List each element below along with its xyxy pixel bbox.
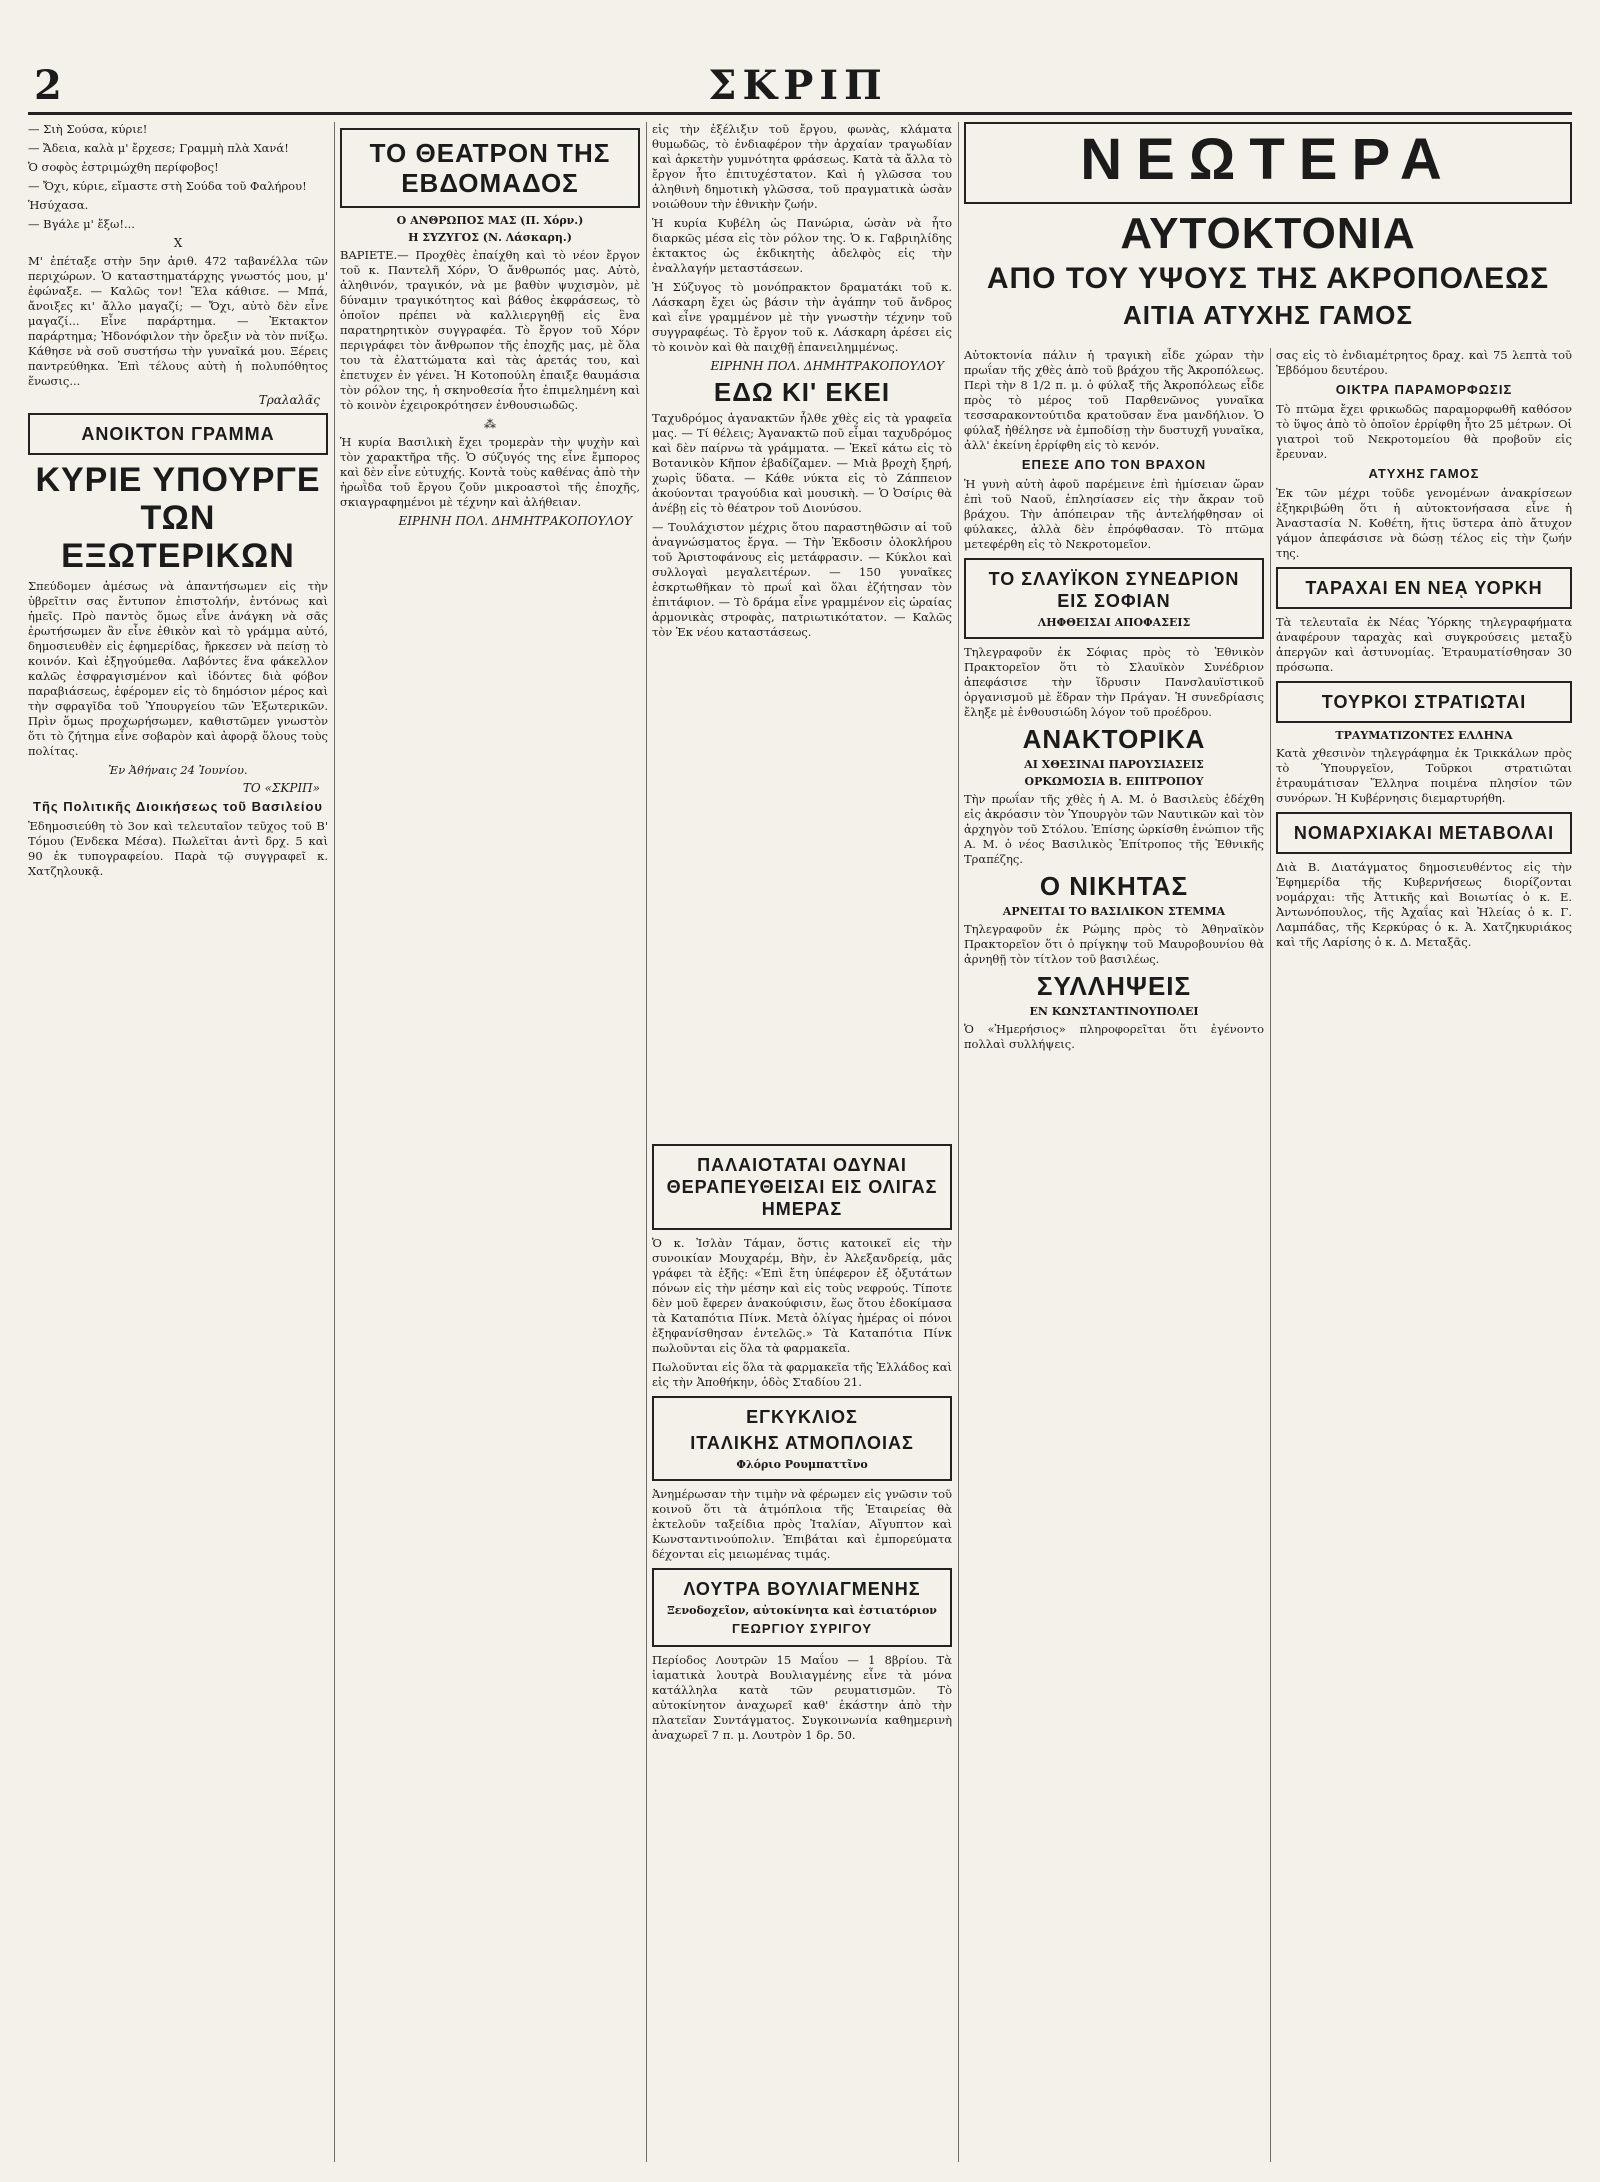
owner-name: ΓΕΩΡΓΙΟΥ ΣΥΡΙΓΟΥ xyxy=(731,1621,873,1636)
headline-main: ΑΥΤΟΚΤΟΝΙΑ xyxy=(1120,209,1416,258)
article-body: Ἡ γυνὴ αὐτὴ ἀφοῦ παρέμεινε ἐπὶ ἡμίσειαν ὥραν ἐπὶ τοῦ Ναοῦ, ἐπλησίασεν εἰς τὴν ἄκραν τοῦ βράχου. Τὴν ἀπόπειραν τῆς ἀντελήφθησαν οἱ φύλακες, ἀλλὰ δὲν ἐπρόφθασαν. Τὸ πτῶμα μετεφέρθη εἰς τὸ Νεκροτομεῖον. xyxy=(964,477,1264,551)
place-date: Ἐν Ἀθήναις 24 Ἰουνίου. xyxy=(108,763,248,777)
slavic-congress-box xyxy=(964,558,1264,639)
column-5 xyxy=(1276,348,1572,2162)
article-headline: ΕΔΩ ΚΙ' ΕΚΕΙ xyxy=(713,377,891,407)
article-body: Ἀνημέρωσαν τὴν τιμὴν νὰ φέρωμεν εἰς γνῶσιν τοῦ κοινοῦ ὅτι τὰ ἀτμόπλοια τῆς Ἐταιρείας θὰ ἐκτελοῦν ταξείδια πρὸς Ἰταλίαν, Αἴγυπτον καὶ Κωνσταντινούπολιν. Ἐπιβάται καὶ ἐμπορεύματα δέχονται εἰς μειωμένας τιμάς. xyxy=(652,1487,952,1561)
dialogue-line: Ὁ σοφὸς ἐστριμώχθη περίφοβος! xyxy=(28,160,219,174)
ad-body: Περίοδος Λουτρῶν 15 Μαΐου — 1 8βρίου. Τὰ ἰαματικὰ λουτρὰ Βουλιαγμένης εἶνε τὰ μόνα κατάλληλα κατὰ τῶν ρευματισμῶν. Τὸ αὐτοκίνητον ἀναχωρεῖ καθ' ἑκάστην ἀπὸ τὴν πλατεῖαν Συντάγματος. Συγκοινωνία καθημερινὴ ἀναχωρεῖ 7 π. μ. Λουτρὸν 1 δρ. 50. xyxy=(652,1653,952,1742)
box-subhead: ΤΡΑΥΜΑΤΙΖΟΝΤΕΣ ΕΛΛΗΝΑ xyxy=(1335,729,1513,742)
article-body: Τηλεγραφοῦν ἐκ Σόφιας πρὸς τὸ Ἐθνικὸν Πρακτορεῖον ὅτι τὸ Σλαυϊκὸν Συνέδριον ἀπεφάσισε τὴν ἵδρυσιν Πανσλαυϊστικοῦ ὀργανισμοῦ μὲ ἕδραν τὴν Πράγαν. Ἡ συνεδρίασις ἔληξε μὲ ἐνθουσιώδη λόγον τοῦ προέδρου. xyxy=(964,645,1264,719)
theater-headline-box xyxy=(340,128,640,208)
newspaper-title: ΣΚΡΙΠ xyxy=(708,62,888,109)
subhead: Ο ΑΝΘΡΩΠΟΣ ΜΑΣ (Π. Χόρν.) xyxy=(396,214,584,227)
closing-signature: ΤΟ «ΣΚΡΙΠ» xyxy=(242,781,320,795)
subhead: ΑΤΥΧΗΣ ΓΑΜΟΣ xyxy=(1368,466,1480,481)
dialogue-line: — Βγάλε μ' ἔξω!... xyxy=(28,217,135,231)
article-body: Κατὰ χθεσινὸν τηλεγράφημα ἐκ Τρικκάλων πρὸς τὸ Ὑπουργεῖον, Τοῦρκοι στρατιῶται ἐτραυμάτισαν Ἕλληνα ποιμένα πλησίον τῶν συνόρων. Ἡ Κυβέρνησις διεμαρτυρήθη. xyxy=(1276,746,1572,805)
section-mark: Χ xyxy=(173,236,183,250)
article-headline: ΤΟ ΘΕΑΤΡΟΝ ΤΗΣ ΕΒΔΟΜΑΔΟΣ xyxy=(369,138,611,198)
section-mark: ⁂ xyxy=(484,417,496,431)
prefecture-changes-box xyxy=(1276,812,1572,854)
headline-sub: ΑΠΟ ΤΟΥ ΥΨΟΥΣ ΤΗΣ ΑΚΡΟΠΟΛΕΩΣ xyxy=(986,262,1550,295)
article-body: Ταχυδρόμος ἀγανακτῶν ἦλθε χθὲς εἰς τὰ γραφεῖα μας. — Τί θέλεις; Ἀγανακτῶ ποῦ εἶμαι ταχυδρόμος καὶ δὲν παίρνω τὰ γράμματα. — Ἐκεῖ κάτω εἰς τὸ Βοτανικὸν Κῆπον ἐβαδίζαμεν. — Μιὰ βροχὴ ξηρή, χωρὶς ὕδατα. — Κάθε νύκτα εἰς τὸ Ζάππειον ἀκούονται τραγούδια καὶ μουσικὴ. — Ὁ Ὀσίρις θὰ ἀνέβῃ εἰς τὸ θέατρον τοῦ Διονύσου. xyxy=(652,411,952,515)
notice-title: Τῆς Πολιτικῆς Διοικήσεως τοῦ Βασιλείου xyxy=(33,799,323,814)
box-subhead: ΕΝ ΚΩΝΣΤΑΝΤΙΝΟΥΠΟΛΕΙ xyxy=(1029,1005,1199,1018)
turkish-soldiers-box xyxy=(1276,681,1572,723)
article-body: Διὰ Β. Διατάγματος δημοσιευθέντος εἰς τὴν Ἐφημερίδα τῆς Κυβερνήσεως διορίζονται νομάρχαι: τῆς Ἀττικῆς καὶ Βοιωτίας ὁ κ. Ε. Ἀντωνόπουλος, τῆς Ἀχαΐας καὶ Ἠλείας ὁ κ. Γ. Λαμπάδας, τῆς Κερκύρας ὁ κ. Ἀ. Χατζηκυριάκος καὶ τῆς Λαρίσης ὁ κ. Δ. Μεταξᾶς. xyxy=(1276,860,1572,949)
notice-body: Ἐδημοσιεύθη τὸ 3ον καὶ τελευταῖον τεῦχος τοῦ Β' Τόμου (Ἐνδεκα Μέσα). Πωλεῖται ἀντὶ δρχ. 5 καὶ 90 ἐκ τυπογραφείου. Παρὰ τῷ συγγραφεῖ κ. Χατζηλουκᾷ. xyxy=(28,819,328,878)
box-headline: ΤΟ ΣΛΑΥΪΚΟΝ ΣΥΝΕΔΡΙΟΝ ΕΙΣ ΣΟΦΙΑΝ xyxy=(988,569,1240,611)
baths-ad-box xyxy=(652,1568,952,1647)
masthead-rule xyxy=(28,112,1572,115)
article-body: Σπεύδομεν ἀμέσως νὰ ἀπαντήσωμεν εἰς τὴν ὑβρεῖτιν σας ἔντυπον ἐπιστολήν, ἐντόνως καὶ ἡμεῖς. Πρὸ παντὸς ὅμως εἶνε ἀνάγκη νὰ σᾶς ἐρωτήσωμεν ἂν εἶνε ἐθικὸν καὶ τὸ γράμμα αὐτό, δημοσιευθὲν εἰς ἐφημερίδας, ἤρκεσεν νὰ πείσῃ τὸ κοινόν. Καὶ ἐξηγούμεθα. Λαβόντες ἕνα φάκελλον καλῶς ἐσφραγισμένον καὶ ἰδόντες διὰ φόβον παραβιάσεως, ἐφέρομεν εἰς τὸ δημόσιον μέρος καὶ τὴν σφραγῖδα τοῦ Ὑπουργείου τῶν Ἐξωτερικῶν. Πρὶν ὅμως προχωρήσωμεν, καθιστῶμεν γνωστὸν ὅτι τὸ ζήτημα εἶνε σοβαρὸν καὶ ἀφορᾷ ὅλους τοὺς πολίτας. xyxy=(28,579,328,758)
article-body: — Τουλάχιστον μέχρις ὅτου παραστηθῶσιν αἱ τοῦ ἀναγνώσματος ἔργα. — Τὴν Ἐκδοσιν ὁλοκλήρου τοῦ Ἀριστοφάνους εἰς μετάφρασιν. — Κύκλοι καὶ συλλογαὶ μεγαλειτέρων. — 150 γυναῖκες ἐσκρτωθῆκαν τὸ πρωΐ καὶ ὅλαι ἐζήτησαν τὸν ἐπιτάφιον. — Τὸ δράμα εἶνε γραμμένον εἰς ὡραίας ἁρμονικὰς στροφὰς, πατριωτικότατον. — Καλῶς τὸν Ἐκ νέου καταστάσεως. xyxy=(652,520,952,639)
article-headline: ΚΥΡΙΕ ΥΠΟΥΡΓΕ ΤΩΝ ΕΞΩΤΕΡΙΚΩΝ xyxy=(35,461,321,575)
article-body: Ὁ «Ἡμερήσιος» πληροφορεῖται ὅτι ἐγένοντο πολλαὶ συλλήψεις. xyxy=(964,1022,1264,1051)
dialogue-line: — Σιὴ Σούσα, κύριε! xyxy=(28,122,148,136)
column-1 xyxy=(28,122,328,2162)
page-number: 2 xyxy=(34,62,62,109)
subhead: ΕΠΕΣΕ ΑΠΟ ΤΟΝ ΒΡΑΧΟΝ xyxy=(1021,457,1207,472)
dialogue-line: Ἡσύχασα. xyxy=(28,198,89,212)
box-byline: Φλόριο Ρουμπαττῖνο xyxy=(736,1458,868,1471)
box-headline: ΑΝΑΚΤΟΡΙΚΑ xyxy=(1022,724,1206,754)
signature: ΕΙΡΗΝΗ ΠΟΛ. ΔΗΜΗΤΡΑΚΟΠΟΥΛΟΥ xyxy=(710,359,944,373)
newspaper-page xyxy=(28,18,1572,2168)
box-headline: ΕΓΚΥΚΛΙΟΣ xyxy=(746,1407,858,1427)
ad-note: Πωλοῦνται εἰς ὅλα τὰ φαρμακεῖα τῆς Ἑλλάδος καὶ εἰς τὴν Ἀποθήκην, ὁδὸς Σταδίου 21. xyxy=(652,1360,952,1389)
box-subhead: ΟΡΚΩΜΟΣΙΑ Β. ΕΠΙΤΡΟΠΟΥ xyxy=(1024,775,1204,788)
pink-pills-ad xyxy=(652,1144,952,1230)
ad-headline: ΠΑΛΑΙΟΤΑΤΑΙ ΟΔΥΝΑΙ ΘΕΡΑΠΕΥΘΕΙΣΑΙ ΕΙΣ ΟΛΙΓΑΣ ΗΜΕΡΑΣ xyxy=(666,1155,938,1219)
story-text: Μ' ἐπέταξε στὴν 5ην ἀριθ. 472 ταβανέλλα τῶν περιχώρων. Ὁ καταστηματάρχης γνωστός μου, μ' ἐφώναξε. — Καλῶς τον! Ἔλα κάθισε. — Μπά, ἄνοιξες κι' ἄλλο μαγαζί; — Ὄχι, αὐτὸ δὲν εἶνε μαγαζί... Εἶνε παράρτημα. — Ἐκτακτον παράρτημα; Ἡδονόφιλον τὴν ὄρεξιν νὰ τὸν πνίξω. Κάθησε νὰ σοῦ συστήσω τὴν γυναῖκά μου. Ξέρεις παντρεύθηκα. Ἐπὶ τέλους αὐτὴ ἡ πολυπόθητος ἕνωσις... xyxy=(28,254,328,388)
box-headline: ΙΤΑΛΙΚΗΣ ΑΤΜΟΠΛΟΙΑΣ xyxy=(690,1433,914,1453)
dialogue-line: — Ἄδεια, καλὰ μ' ἔρχεσε; Γραμμὴ πλὰ Χανά! xyxy=(28,141,289,155)
column-4 xyxy=(964,348,1264,2162)
article-body: Τὴν πρωΐαν τῆς χθὲς ἡ Α. Μ. ὁ Βασιλεὺς ἐδέχθη εἰς ἀκρόασιν τὸν Ὑπουργὸν τῶν Ναυτικῶν καὶ τὸν ἀρχηγὸν τοῦ Στόλου. Ἐπίσης ὡρκίσθη ἐνώπιον τῆς Α. Μ. ὁ νέος Βασιλικὸς Ἐπίτροπος τῆς Ἐθνικῆς Τραπέζης. xyxy=(964,792,1264,866)
article-body: Ἡ Σύζυγος τὸ μονόπρακτον δραματάκι τοῦ κ. Λάσκαρη ἔχει ὡς βάσιν τὴν ἀγάπην τοῦ ἄνδρος καὶ εἶνε γραμμένον μὲ τὴν γνωστὴν τέχνην τοῦ συγγραφέως. Τὸ ἔργον τοῦ κ. Λάσκαρη ἀρέσει εἰς τὸ κοινὸν καὶ θὰ παιχθῇ ἐπανειλημμένως. xyxy=(652,280,952,354)
new-york-riots-box xyxy=(1276,567,1572,609)
box-headline: ΛΟΥΤΡΑ ΒΟΥΛΙΑΓΜΕΝΗΣ xyxy=(683,1579,921,1599)
box-title: ΑΝΟΙΚΤΟΝ ΓΡΑΜΜΑ xyxy=(81,424,275,444)
subhead: ΟΙΚΤΡΑ ΠΑΡΑΜΟΡΦΩΣΙΣ xyxy=(1335,382,1513,397)
box-subhead: ΑΡΝΕΙΤΑΙ ΤΟ ΒΑΣΙΛΙΚΟΝ ΣΤΕΜΜΑ xyxy=(1002,905,1226,918)
column-divider xyxy=(646,122,647,2162)
subhead: Η ΣΥΖΥΓΟΣ (Ν. Λάσκαρη.) xyxy=(408,231,572,244)
section-title: ΝΕΩΤΕΡΑ xyxy=(1080,127,1456,192)
open-letter-box xyxy=(28,413,328,455)
article-body: Ἐκ τῶν μέχρι τοῦδε γενομένων ἀνακρίσεων ἐξηκριβώθη ὅτι ἡ αὐτοκτονήσασα εἶνε ἡ Ἀναστασία Ν. Κοθέτη, ἥτις ὕστερα ἀπὸ ἄτυχον γάμον ἀπεφάσισε νὰ δώσῃ τέλος εἰς τὴν ζωήν της. xyxy=(1276,486,1572,560)
signature: ΕΙΡΗΝΗ ΠΟΛ. ΔΗΜΗΤΡΑΚΟΠΟΥΛΟΥ xyxy=(398,514,632,528)
article-body: εἰς τὴν ἐξέλιξιν τοῦ ἔργου, φωνὰς, κλάματα θυμωδῶς, τὸ ἐνδιαφέρον τὴν ἀρχαίαν τραγωδίαν καὶ ἀρκετὴν γυμνότητα φράσεως. Κατὰ τὰ ἄλλα τὸ ἔργον ἦτο ἐπιτυχέστατον. Καὶ ἡ γλῶσσα του ἀληθινὴ δημοτικὴ γλῶσσα, τοῦ πραγματικὰ ὡσὰν νοιώθουν τὴν ἐθνικὴν ζωήν. xyxy=(652,122,952,211)
ad-body: Ὁ κ. Ἰσλὰν Τάμαν, ὅστις κατοικεῖ εἰς τὴν συνοικίαν Μουχαρέμ, Βὴν, ἐν Ἀλεξανδρείᾳ, μᾶς γράφει τὰ ἑξῆς: «Ἐπὶ ἔτη ὑπέφερον ἐξ ὀξυτάτων πόνων εἰς τὴν μέσην καὶ εἰς τοὺς νεφρούς. Τίποτε δὲν μοῦ ἔφερεν ἀνακούφισιν, ἕως ὅτου ἐδοκίμασα τὰ Καταπότια Πίνκ. Μετὰ ὀλίγας ἡμέρας οἱ πόνοι ἐξηφανίσθησαν ἐντελῶς.» Τὰ Καταπότια Πίνκ πωλοῦνται εἰς ὅλα τὰ φαρμακεῖα. xyxy=(652,1236,952,1355)
box-subhead: Ξενοδοχεῖον, αὐτοκίνητα καὶ ἑστιατόριον xyxy=(667,1604,937,1617)
signature: Τραλαλᾶς xyxy=(258,393,320,407)
article-body: Αὐτοκτονία πάλιν ἡ τραγικὴ εἶδε χώραν τὴν πρωΐαν τῆς χθὲς ἀπὸ τοῦ βράχου τῆς Ἀκροπόλεως. Περὶ τὴν 8 1/2 π. μ. ὁ φύλαξ τῆς Ἀκροπόλεως εἶδε πρὸς τὸ μέρος τοῦ Παρθενῶνος γυναῖκα τεσσαρακοντούτιδα κρατοῦσαν ἕνα μανδήλιον. Ὁ φύλαξ ἠθέλησε νὰ ἐμποδίσῃ τὴν δυστυχῆ γυναῖκα, ἀλλ' ἐκείνη ἐρρίφθη εἰς τὸ κενόν. xyxy=(964,348,1264,452)
article-body: ΒΑΡΙΕΤΕ.— Προχθὲς ἐπαίχθη καὶ τὸ νέον ἔργον τοῦ κ. Παντελῆ Χόρν, Ὁ ἄνθρωπός μας. Αὐτὸ, ἀληθινόν, τραγικόν, νὰ με βαθὺν ψυχισμὸν, μὲ δύναμιν τραγικότητος καὶ βάθος ἐκφράσεως, τὸ ὁποῖον πρέπει νὰ καλλιεργηθῇ εἰς ἓνα παρατηρητικὸν συγγραφέα. Τὸ ἔργον τοῦ Χόρν περιγράφει τὸν ἄνθρωπον τῆς ἐποχῆς μας, μὲ ὅλα του τὰ ἐλαττώματα καὶ τὰς ἀρετάς του, καὶ ἐπετυχεν ἐν γένει. Ἡ Κοτοπούλη ἐπαιξε θαυμάσια τὸν ρόλον της, ἡ σκηνοθεσία ἦτο ἐπιμελημένη καὶ τὸ κοινὸν ἐχειροκρότησεν ἐνθουσιωδῶς. xyxy=(340,248,640,412)
article-body: Ἡ κυρία Κυβέλη ὡς Πανώρια, ὡσὰν νὰ ἦτο διαρκῶς μέσα εἰς τὸν ρόλον της. Ὁ κ. Γαβριηλίδης ἐκτακτος ὡς ἐκδικητὴς ἀδελφὸς εἰς τὴν ἐναλλαγήν μεταστάσεων. xyxy=(652,216,952,275)
box-headline: ΝΟΜΑΡΧΙΑΚΑΙ ΜΕΤΑΒΟΛΑΙ xyxy=(1293,823,1555,843)
column-divider xyxy=(334,122,335,2162)
article-body: Τηλεγραφοῦν ἐκ Ρώμης πρὸς τὸ Ἀθηναϊκὸν Πρακτορεῖον ὅτι ὁ πρίγκηψ τοῦ Μαυροβουνίου θὰ ἀρνηθῇ τὸν τίτλον τοῦ βασιλέως. xyxy=(964,922,1264,966)
article-body: σας εἰς τὸ ἐνδιαμέτρητος δραχ. καὶ 75 λεπτὰ τοῦ Ἐβδόμου δευτέρου. xyxy=(1276,348,1572,377)
dialogue-line: — Ὄχι, κύριε, εἴμαστε στὴ Σούδα τοῦ Φαλήρου! xyxy=(28,179,307,193)
box-headline: ΤΟΥΡΚΟΙ ΣΤΡΑΤΙΩΤΑΙ xyxy=(1321,692,1527,712)
article-body: Ἡ κυρία Βασιλικὴ ἔχει τρομερὰν τὴν ψυχὴν καὶ τὸν χαρακτῆρα τῆς. Ὁ σύζυγός της εἶνε ἔμπορος καὶ δὲν εἶνε εὐτυχής. Κοντὰ τοὺς καθένας ἀπὸ τὴν ἡρωῒδα τοῦ ἔργου ζοῦν μικροαστοὶ τῆς ἐποχῆς, σκιαγραφημένοι μὲ τέχνην καὶ ἀλήθειαν. xyxy=(340,435,640,509)
column-2 xyxy=(340,122,640,2162)
column-divider xyxy=(958,122,959,2162)
shipping-notice-box xyxy=(652,1396,952,1481)
box-headline: ΣΥΛΛΗΨΕΙΣ xyxy=(1036,971,1192,1001)
article-body: Τὸ πτῶμα ἔχει φρικωδῶς παραμορφωθῆ καθόσον τὸ ὕψος ἀπὸ τὸ ὁποῖον ἐρρίφθη ἦτο 25 μέτρων. Οἱ γιατροὶ τοῦ Νεκροτομείου θὰ προβοῦν εἰς ἔρευναν. xyxy=(1276,402,1572,461)
ads-column xyxy=(652,1138,952,2162)
column-divider xyxy=(1270,348,1271,2162)
headline-sub: ΑΙΤΙΑ ΑΤΥΧΗΣ ΓΑΜΟΣ xyxy=(1123,300,1413,330)
news-banner xyxy=(964,122,1572,334)
masthead xyxy=(28,18,1572,108)
box-subhead: ΛΗΦΘΕΙΣΑΙ ΑΠΟΦΑΣΕΙΣ xyxy=(1037,616,1191,629)
box-subhead: ΑΙ ΧΘΕΣΙΝΑΙ ΠΑΡΟΥΣΙΑΣΕΙΣ xyxy=(1024,758,1204,771)
box-headline: Ο ΝΙΚΗΤΑΣ xyxy=(1039,871,1189,901)
article-body: Τὰ τελευταῖα ἐκ Νέας Ὑόρκης τηλεγραφήματα ἀναφέρουν ταραχὰς καὶ συγκρούσεις μεταξὺ ἀπεργῶν καὶ ἀστυνομίας. Ἐτραυματίσθησαν 30 πρόσωπα. xyxy=(1276,615,1572,674)
box-headline: ΤΑΡΑΧΑΙ ΕΝ ΝΕᾼ ΥΟΡΚΗ xyxy=(1305,578,1543,598)
neotera-box xyxy=(964,122,1572,204)
